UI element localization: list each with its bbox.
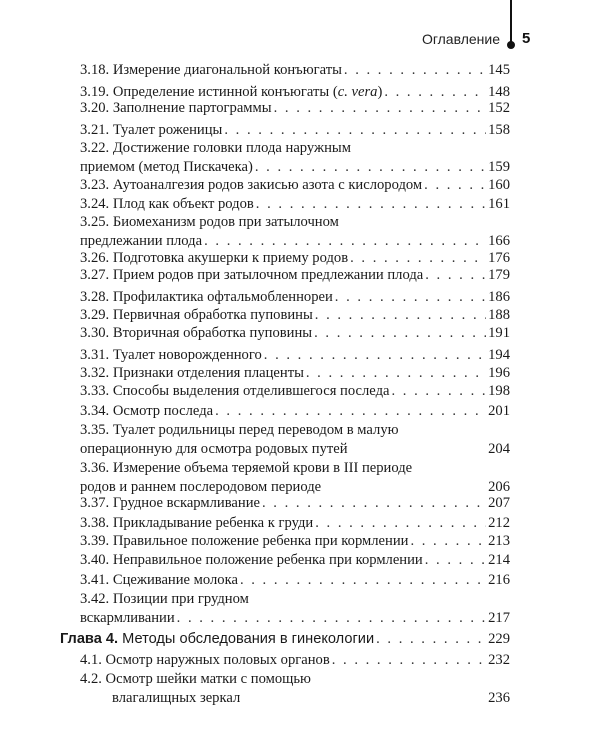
toc-entry[interactable] (80, 514, 510, 533)
entry-number: 3.29. (80, 307, 110, 323)
entry-number: 3.21. (80, 122, 110, 138)
entry-number: 3.39. (80, 533, 110, 549)
entry-page: 176 (488, 250, 510, 266)
entry-title-tail: ) (377, 84, 383, 100)
entry-page: 161 (488, 196, 510, 212)
entry-number: 3.34. (80, 403, 110, 419)
header-rule (510, 0, 512, 44)
entry-title: Первичная обработка пуповины (112, 307, 313, 323)
entry-page: 196 (488, 365, 510, 381)
entry-title: Профилактика офтальмобленнореи (112, 289, 333, 305)
entry-number: 4.2. (80, 671, 102, 687)
entry-title: Заполнение партограммы (112, 100, 272, 116)
entry-number: 3.36. (80, 460, 110, 476)
toc-entry[interactable] (80, 651, 510, 670)
entry-title-continued: вскармливании (80, 610, 175, 626)
entry-title: Подготовка акушерки к приему родов (112, 250, 349, 266)
toc-entry[interactable] (80, 670, 510, 708)
entry-title: Туалет родильницы перед переводом в малую (112, 422, 399, 438)
toc-chapter[interactable] (60, 630, 510, 649)
toc-entry[interactable] (80, 421, 510, 459)
toc-entry[interactable] (80, 195, 510, 214)
entry-number: 4.1. (80, 652, 102, 668)
entry-title: Грудное вскармливание (112, 495, 260, 511)
entry-page: 232 (488, 652, 510, 668)
entry-number: 3.20. (80, 100, 110, 116)
entry-title-italic: c. vera (337, 84, 378, 100)
entry-title: Осмотр наружных половых органов (105, 652, 330, 668)
entry-title: Осмотр шейки матки с помощью (105, 671, 311, 687)
entry-title-continued: приемом (метод Пискачека) (80, 159, 253, 175)
chapter-title: Методы обследования в гинекологии (122, 631, 375, 647)
toc-entry[interactable] (80, 288, 510, 307)
toc-entry[interactable] (80, 571, 510, 590)
chapter-label: Глава 4. (60, 631, 119, 647)
entry-title: Туалет новорожденного (112, 347, 262, 363)
entry-title: Прикладывание ребенка к груди (112, 515, 314, 531)
entry-number: 3.24. (80, 196, 110, 212)
entry-page: 236 (488, 690, 510, 706)
toc-entry[interactable] (80, 176, 510, 195)
entry-page: 194 (488, 347, 510, 363)
entry-page: 160 (488, 177, 510, 193)
entry-number: 3.41. (80, 572, 110, 588)
entry-page: 188 (488, 307, 510, 323)
entry-title: Измерение диагональной конъюгаты (112, 62, 342, 78)
entry-number: 3.38. (80, 515, 110, 531)
toc-entry[interactable] (80, 266, 510, 285)
entry-title: Правильное положение ребенка при кормлении (112, 533, 409, 549)
entry-title-continued: предлежании плода (80, 233, 203, 249)
entry-page: 152 (488, 100, 510, 116)
entry-title: Плод как объект родов (112, 196, 254, 212)
entry-page: 148 (488, 84, 510, 100)
entry-page: 191 (488, 325, 510, 341)
entry-page: 179 (488, 267, 510, 283)
entry-title-continued: родов и раннем послеродовом периоде (80, 479, 322, 495)
toc-entry[interactable] (80, 494, 510, 513)
entry-title: Туалет роженицы (112, 122, 223, 138)
entry-title: Прием родов при затылочном предлежании плода (112, 267, 424, 283)
header-dot (507, 41, 515, 49)
entry-number: 3.26. (80, 250, 110, 266)
entry-number: 3.22. (80, 140, 110, 156)
entry-page: 214 (488, 552, 510, 568)
entry-page: 204 (488, 441, 510, 457)
entry-number: 3.33. (80, 383, 110, 399)
toc-entry[interactable] (80, 213, 510, 251)
toc-entry[interactable] (80, 382, 510, 401)
entry-page: 186 (488, 289, 510, 305)
toc-entry[interactable] (80, 459, 510, 497)
entry-page: 198 (488, 383, 510, 399)
toc-entry[interactable] (80, 139, 510, 177)
entry-page: 201 (488, 403, 510, 419)
entry-page: 159 (488, 159, 510, 175)
entry-page: 207 (488, 495, 510, 511)
page-number: 5 (522, 30, 531, 47)
toc-entry[interactable] (80, 346, 510, 365)
toc-entry[interactable] (80, 324, 510, 343)
entry-title: Неправильное положение ребенка при кормлении (112, 552, 423, 568)
toc-entry[interactable] (80, 590, 510, 628)
entry-title: Осмотр последа (112, 403, 214, 419)
toc-entry[interactable] (80, 364, 510, 383)
entry-title: Позиции при грудном (112, 591, 249, 607)
entry-number: 3.31. (80, 347, 110, 363)
entry-page: 212 (488, 515, 510, 531)
entry-title: Аутоаналгезия родов закисью азота с кислородом (112, 177, 423, 193)
entry-page: 158 (488, 122, 510, 138)
entry-number: 3.37. (80, 495, 110, 511)
entry-page: 166 (488, 233, 510, 249)
entry-number: 3.42. (80, 591, 110, 607)
toc-entry[interactable] (80, 551, 510, 570)
entry-number: 3.32. (80, 365, 110, 381)
entry-title-continued: операционную для осмотра родовых путей (80, 441, 348, 457)
toc-entry[interactable] (80, 99, 510, 118)
entry-page: 206 (488, 479, 510, 495)
entry-number: 3.25. (80, 214, 110, 230)
entry-number: 3.30. (80, 325, 110, 341)
entry-number: 3.19. (80, 84, 110, 100)
toc-entry[interactable] (80, 402, 510, 421)
entry-title: Достижение головки плода наружным (112, 140, 351, 156)
toc-entry[interactable] (80, 121, 510, 140)
entry-number: 3.35. (80, 422, 110, 438)
toc-entry[interactable] (80, 61, 510, 80)
running-head-title: Оглавление (421, 31, 500, 47)
entry-page: 216 (488, 572, 510, 588)
entry-page: 217 (488, 610, 510, 626)
entry-page: 145 (488, 62, 510, 78)
entry-title: Вторичная обработка пуповины (112, 325, 313, 341)
entry-number: 3.28. (80, 289, 110, 305)
page-header (0, 0, 600, 60)
entry-title: Определение истинной конъюгаты ( (112, 84, 338, 100)
toc-entry[interactable] (80, 532, 510, 551)
entry-title: Измерение объема теряемой крови в III периоде (112, 460, 413, 476)
entry-title: Признаки отделения плаценты (112, 365, 304, 381)
entry-title: Сцеживание молока (112, 572, 238, 588)
entry-number: 3.23. (80, 177, 110, 193)
entry-number: 3.40. (80, 552, 110, 568)
entry-number: 3.27. (80, 267, 110, 283)
chapter-page: 229 (488, 631, 510, 647)
entry-number: 3.18. (80, 62, 110, 78)
entry-title: Биомеханизм родов при затылочном (112, 214, 339, 230)
entry-title-continued: влагалищных зеркал (112, 690, 241, 706)
toc-entry[interactable] (80, 306, 510, 325)
entry-page: 213 (488, 533, 510, 549)
entry-title: Способы выделения отделившегося последа (112, 383, 390, 399)
